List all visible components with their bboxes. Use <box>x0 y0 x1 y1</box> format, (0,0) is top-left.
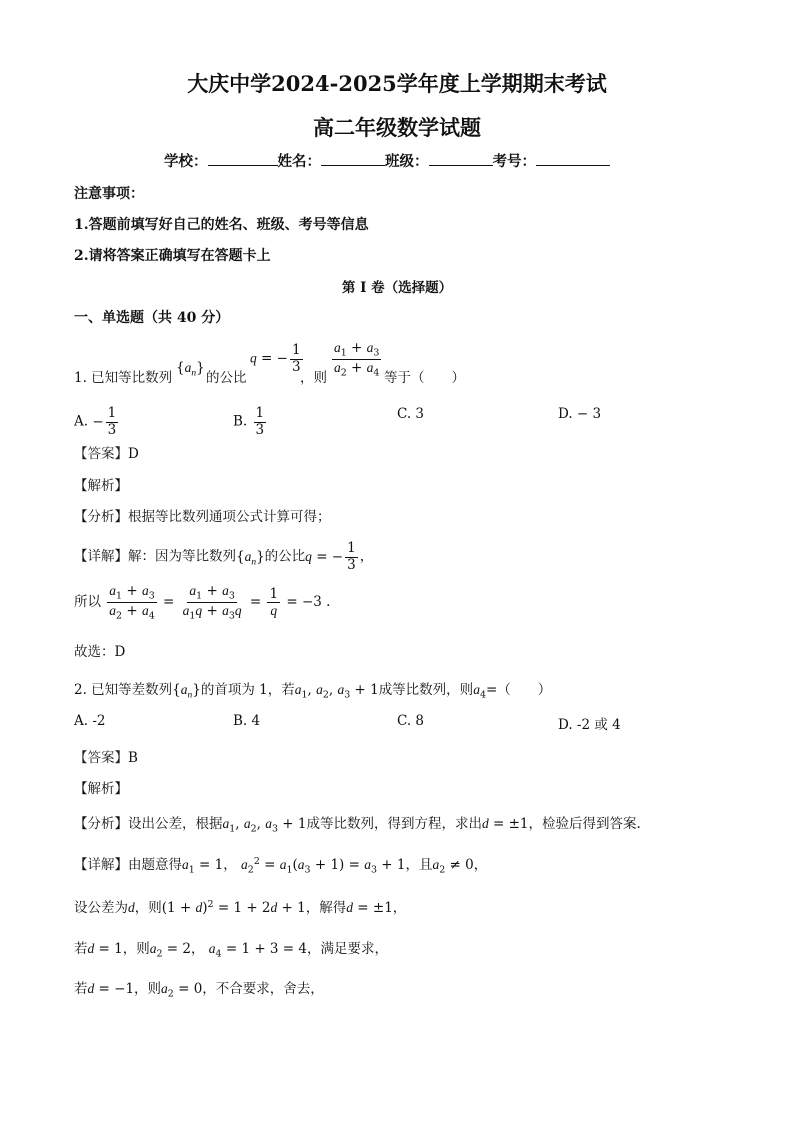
q2-stem-seq: $a_1$, $a_2$, $a_3 + 1$ <box>294 682 379 701</box>
q2-option-d[interactable]: D. -2 或 4 <box>558 717 621 733</box>
q2-case2-mid: ，则 <box>134 981 162 997</box>
exam-title: 大庆中学2024-2025学年度上学期期末考试 <box>187 71 607 96</box>
name-label: 姓名： <box>277 153 321 170</box>
q2-case2-end: ，不合要求，舍去， <box>202 981 324 997</box>
q1-option-c[interactable]: C. 3 <box>397 406 425 422</box>
q1-answer <box>74 442 139 462</box>
q2-case1-end: ，满足要求， <box>307 941 388 957</box>
q2-answer-tag: 【答案】 <box>74 750 128 766</box>
student-info-row <box>164 150 610 171</box>
q2-option-b[interactable]: B. 4 <box>233 713 261 729</box>
section-heading: 一、单选题（共 40 分） <box>74 310 230 326</box>
q2-case2 <box>74 977 324 999</box>
exam-number-label: 考号： <box>492 153 536 170</box>
q2-line-d-res: d = ±1 <box>346 900 393 916</box>
q2-case1-pre: 若 <box>74 941 88 957</box>
q2-stem-mid2: 成等比数列，则 <box>378 682 474 698</box>
q2-stem-end: =（ ） <box>485 682 552 698</box>
exam-subtitle: 高二年级数学试题 <box>313 115 481 140</box>
q2-xiangjie-tag: 【详解】 <box>74 857 128 873</box>
notes-item-1: 1.答题前填写好自己的姓名、班级、考号等信息 <box>74 217 369 233</box>
q1-analysis-tag: 【解析】 <box>74 478 128 494</box>
q2-line-d-pre: 设公差为 <box>74 900 128 916</box>
q2-fenxi-expr: d = ±1 <box>481 816 529 832</box>
q1-answer-value: D <box>128 446 139 462</box>
q1-stem-pre: 1. 已知等比数列 <box>74 370 173 386</box>
q2-line-d-expr: $(1 + d)^2 = 1 + 2d + 1$ <box>161 898 306 916</box>
q1-option-a-label: A. <box>74 413 89 430</box>
q1-option-b-value: $\frac{1}{3}$ <box>255 405 265 438</box>
q1-stem-then: ，则 <box>300 370 327 386</box>
exam-number-field[interactable] <box>536 151 610 166</box>
q1-answer-tag: 【答案】 <box>74 446 128 462</box>
q2-fenxi-tag: 【分析】 <box>74 816 128 832</box>
school-label: 学校： <box>164 153 208 170</box>
q1-suoyi-label: 所以 <box>74 594 101 611</box>
q2-xiangjie-expr2: $a_2^2 = a_1(a_3 + 1) = a_3 + 1$ <box>241 855 406 876</box>
q2-xiangjie-mid: ，且 <box>405 857 433 873</box>
q2-stem: 2. 已知等差数列$\{a_n\}$的首项为 1，若$a_1$, $a_2$, $a_3 + 1$成等比数列，则$a_4=$（ ） <box>74 682 552 701</box>
q2-case2-a2: $a_2 = 0$ <box>161 981 203 1000</box>
q1-choose: 故选：D <box>74 644 126 660</box>
notes-heading: 注意事项： <box>74 186 144 202</box>
q1-fenxi-text: 根据等比数列通项公式计算可得； <box>128 509 331 525</box>
q2-case1-d: d = 1 <box>87 941 123 957</box>
q1-option-a-value: − $\frac{1}{3}$ <box>92 405 117 438</box>
q1-suoyi <box>74 583 330 622</box>
q2-answer-value: B <box>128 750 138 766</box>
q1-option-d[interactable]: D. − 3 <box>558 406 602 422</box>
q2-line-d-mid: ，则 <box>134 900 162 916</box>
q1-xiangjie-mid: 的公比 <box>264 548 306 565</box>
q1-xiangjie-expr: q = − $\frac{1}{3}$ <box>305 540 356 573</box>
q2-fenxi-pre: 设出公差，根据 <box>128 816 223 832</box>
class-field[interactable] <box>429 151 493 166</box>
q2-fenxi: 【分析】设出公差，根据$a_1$, $a_2$, $a_3 + 1$成等比数列，得到方程，求出d = ±1，检验后得到答案. <box>74 816 641 835</box>
name-field[interactable] <box>321 151 385 166</box>
q1-stem-end: 等于（ ） <box>384 370 465 386</box>
volume-heading: 第 I 卷（选择题） <box>341 280 453 296</box>
q1-suoyi-expr: $\frac{a_1 + a_3}{a_2 + a_4}$ = $\frac{a_1 + a_3}{a_1q + a_3q}$ = $\frac{1}{q}$ = −3 . <box>109 583 331 622</box>
notes-item-2: 2.请将答案正确填写在答题卡上 <box>74 248 271 264</box>
q2-stem-pre: 2. 已知等差数列 <box>74 682 173 698</box>
q2-fenxi-mid: 成等比数列，得到方程，求出 <box>306 816 482 832</box>
q2-case1-mid: ，则 <box>122 941 150 957</box>
q1-xiangjie-pre: 解：因为等比数列 <box>128 548 236 565</box>
q1-sequence: $\{a_n\}$ <box>176 360 205 379</box>
q2-line-d: 设公差为d，则$(1 + d)^2 = 1 + 2d + 1$，解得d = ±1， <box>74 898 407 916</box>
q2-option-c[interactable]: C. 8 <box>397 713 425 729</box>
q2-stem-mid: 的首项为 1，若 <box>200 682 295 698</box>
q1-fraction: $\frac{a_1 + a_3}{a_2 + a_4}$ <box>334 340 380 379</box>
q2-line-d-mid2: ，解得 <box>305 900 347 916</box>
q1-xiangjie: 【详解】解：因为等比数列$\{a_n\}$的公比q = − $\frac{1}{3}$ ， <box>74 540 374 573</box>
q1-option-a[interactable] <box>74 406 120 438</box>
q2-option-a[interactable]: A. -2 <box>74 713 106 729</box>
q2-case1-a4: $a_4 = 1 + 3 = 4$ <box>208 941 307 960</box>
q1-option-b-label: B. <box>233 413 248 430</box>
q1-stem-mid: 的公比 <box>206 370 247 386</box>
q2-fenxi-end: ，检验后得到答案. <box>528 816 641 832</box>
q1-fenxi <box>74 505 331 525</box>
school-field[interactable] <box>208 151 278 166</box>
class-label: 班级： <box>385 153 429 170</box>
q2-answer <box>74 746 138 766</box>
q2-case1: 若d = 1，则$a_2 = 2$， $a_4 = 1 + 3 = 4$，满足要求， <box>74 941 388 960</box>
q1-ratio-expr: q = − $\frac{1}{3}$ <box>250 342 301 375</box>
q1-xiangjie-tag: 【详解】 <box>74 548 128 565</box>
q1-fenxi-tag: 【分析】 <box>74 509 128 525</box>
q2-xiangjie-expr1: $a_1 = 1$ <box>182 857 224 876</box>
q2-case2-d: d = −1 <box>87 981 135 997</box>
q1-option-b[interactable] <box>233 406 268 438</box>
q2-xiangjie-expr3: $a_2 \ne 0$ <box>432 857 474 876</box>
q2-case1-a2: $a_2 = 2$ <box>149 941 191 960</box>
q2-xiangjie-pre: 由题意得 <box>128 857 182 873</box>
q2-analysis-tag: 【解析】 <box>74 781 128 797</box>
q2-case2-pre: 若 <box>74 981 88 997</box>
q2-xiangjie: 【详解】由题意得$a_1 = 1$， $a_2^2 = a_1(a_3 + 1) = a_3 + 1$，且$a_2 \ne 0$， <box>74 855 488 876</box>
